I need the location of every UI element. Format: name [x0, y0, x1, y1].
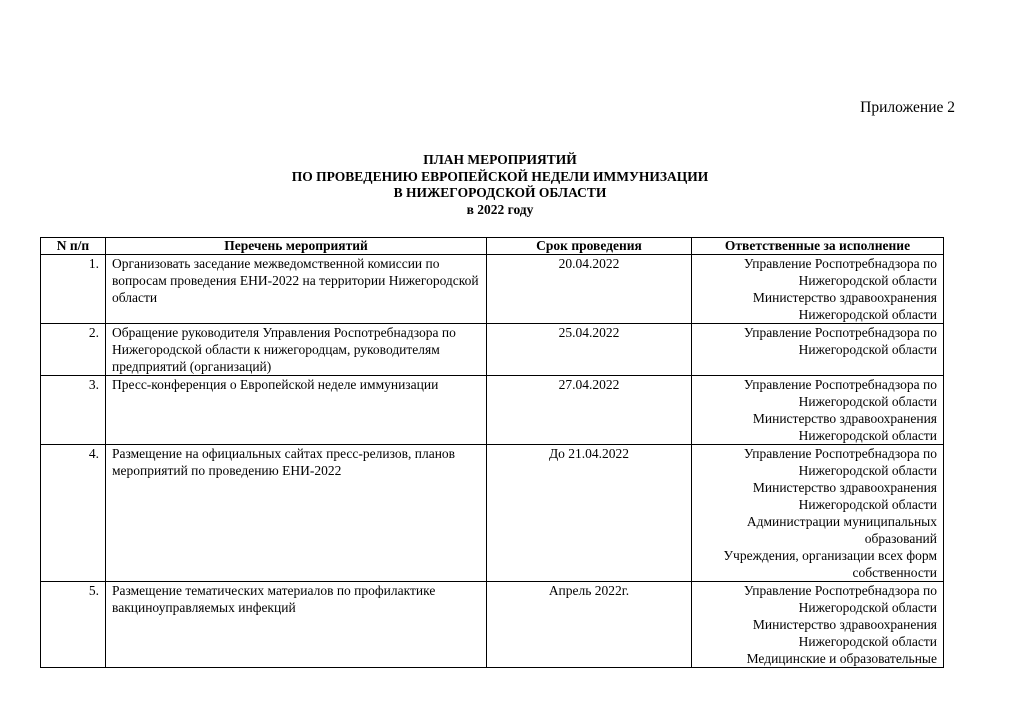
document-title — [0, 152, 1000, 218]
responsible-parties — [692, 445, 944, 582]
event-description: Размещение тематических материалов по профилактике вакциноуправляемых инфекций — [106, 582, 487, 668]
responsible-line: Управление Роспотребнадзора по — [743, 256, 937, 271]
responsible-line: Нижегородской области — [798, 394, 937, 409]
responsible-line: Министерство здравоохранения — [752, 290, 937, 305]
responsible-parties — [692, 376, 944, 445]
responsible-line: Управление Роспотребнадзора по — [743, 446, 937, 461]
table-row — [41, 255, 944, 324]
responsible-line: Администрации муниципальных — [746, 514, 937, 529]
responsible-line: Министерство здравоохранения — [752, 480, 937, 495]
event-date: Апрель 2022г. — [487, 582, 692, 668]
responsible-parties — [692, 324, 944, 376]
responsible-line: образований — [864, 531, 937, 546]
responsible-line: Нижегородской области — [798, 463, 937, 478]
event-description: Обращение руководителя Управления Роспотребнадзора по Нижегородской области к нижегородцам, руководителям предприятий (организаций) — [106, 324, 487, 376]
event-date: 20.04.2022 — [487, 255, 692, 324]
header-date: Срок проведения — [487, 238, 692, 255]
table-row — [41, 376, 944, 445]
responsible-line: Министерство здравоохранения — [752, 411, 937, 426]
responsible-line: Нижегородской области — [798, 634, 937, 649]
responsible-line: Управление Роспотребнадзора по — [743, 325, 937, 340]
event-description: Пресс-конференция о Европейской неделе иммунизации — [106, 376, 487, 445]
header-num: N п/п — [41, 238, 106, 255]
header-responsible: Ответственные за исполнение — [692, 238, 944, 255]
responsible-line: собственности — [852, 565, 937, 580]
responsible-parties — [692, 582, 944, 668]
row-number: 5. — [41, 582, 106, 668]
title-line-1: ПЛАН МЕРОПРИЯТИЙ — [423, 152, 577, 167]
table-body — [41, 255, 944, 668]
responsible-line: Нижегородской области — [798, 273, 937, 288]
responsible-line: Нижегородской области — [798, 342, 937, 357]
appendix-label: Приложение 2 — [860, 99, 955, 116]
responsible-parties — [692, 255, 944, 324]
row-number: 2. — [41, 324, 106, 376]
responsible-line: Нижегородской области — [798, 600, 937, 615]
responsible-line: Министерство здравоохранения — [752, 617, 937, 632]
event-description: Организовать заседание межведомственной комиссии по вопросам проведения ЕНИ-2022 на территории Нижегородской области — [106, 255, 487, 324]
responsible-line: Нижегородской области — [798, 307, 937, 322]
title-line-2: ПО ПРОВЕДЕНИЮ ЕВРОПЕЙСКОЙ НЕДЕЛИ ИММУНИЗАЦИИ — [291, 168, 709, 184]
responsible-line: Управление Роспотребнадзора по — [743, 377, 937, 392]
event-date: До 21.04.2022 — [487, 445, 692, 582]
responsible-line: Учреждения, организации всех форм — [723, 548, 937, 563]
row-number: 4. — [41, 445, 106, 582]
table-row — [41, 324, 944, 376]
row-number: 3. — [41, 376, 106, 445]
events-plan-table — [40, 237, 944, 668]
table-row — [41, 445, 944, 582]
responsible-line: Нижегородской области — [798, 428, 937, 443]
responsible-line: Управление Роспотребнадзора по — [743, 583, 937, 598]
event-date: 27.04.2022 — [487, 376, 692, 445]
row-number: 1. — [41, 255, 106, 324]
responsible-line: Медицинские и образовательные — [746, 651, 937, 666]
table-row — [41, 582, 944, 668]
table-header-row — [41, 238, 944, 255]
title-line-3: В НИЖЕГОРОДСКОЙ ОБЛАСТИ — [393, 185, 607, 200]
event-date: 25.04.2022 — [487, 324, 692, 376]
responsible-line: Нижегородской области — [798, 497, 937, 512]
title-line-4: в 2022 году — [466, 201, 534, 217]
event-description: Размещение на официальных сайтах пресс-релизов, планов мероприятий по проведению ЕНИ-2022 — [106, 445, 487, 582]
header-event: Перечень мероприятий — [106, 238, 487, 255]
